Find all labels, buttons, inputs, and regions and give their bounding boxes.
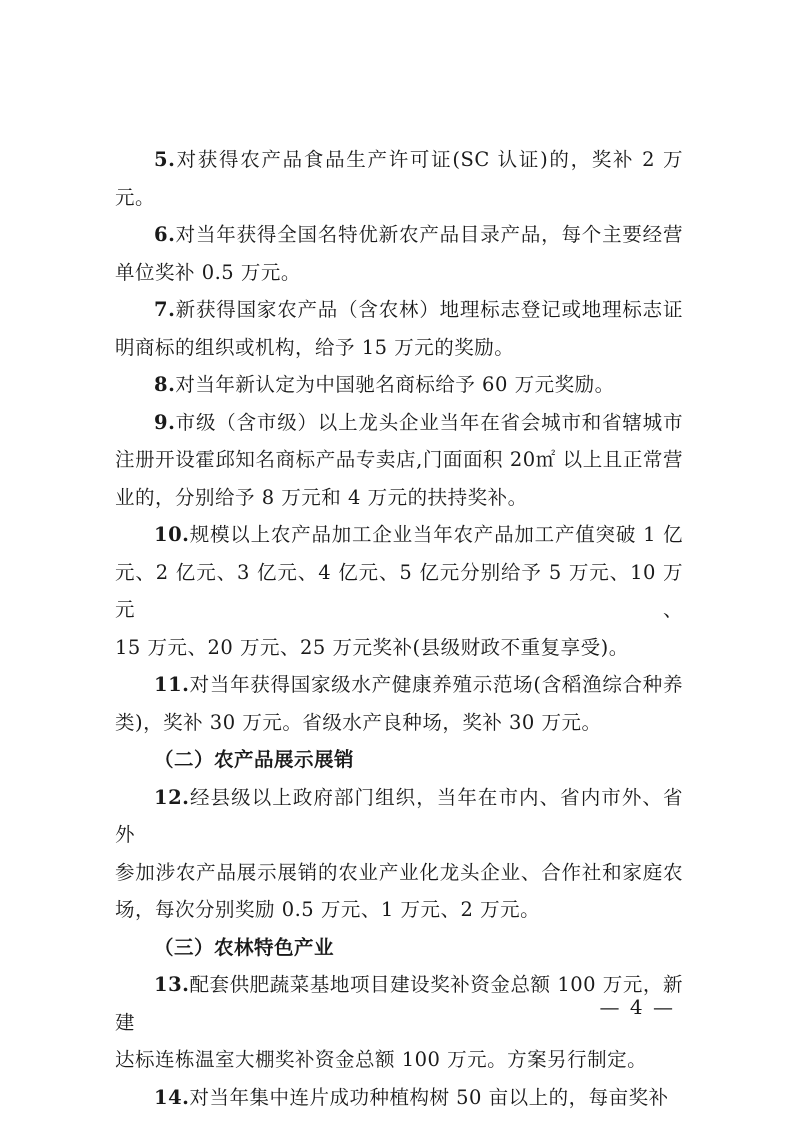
clause-number: 11. xyxy=(154,673,190,696)
section-heading: （二）农产品展示展销 xyxy=(154,748,355,771)
clause-paragraph xyxy=(115,516,683,554)
clause-number: 6. xyxy=(154,223,176,246)
clause-paragraph-continuation xyxy=(115,441,683,479)
clause-paragraph-continuation xyxy=(115,554,683,629)
clause-number: 10. xyxy=(154,523,190,546)
clause-text: 对当年集中连片成功种植构树 50 亩以上的，每亩奖补 xyxy=(189,1085,669,1109)
page-number: — 4 — xyxy=(599,995,675,1019)
clause-text: 单位奖补 0.5 万元。 xyxy=(115,260,301,284)
clause-text: 参加涉农产品展示展销的农业产业化龙头企业、合作社和家庭农 xyxy=(115,860,683,884)
section-heading: （三）农林特色产业 xyxy=(154,935,335,959)
clause-paragraph xyxy=(115,404,683,442)
clause-paragraph xyxy=(115,216,683,254)
clause-paragraph xyxy=(115,141,683,216)
clause-text: 注册开设霍邱知名商标产品专卖店,门面面积 20㎡ 以上且正常营 xyxy=(115,448,683,471)
clause-text: 明商标的组织或机构，给予 15 万元的奖励。 xyxy=(115,335,515,359)
clause-text: 对当年获得全国名特优新农产品目录产品，每个主要经营 xyxy=(175,223,683,246)
clause-paragraph-continuation xyxy=(115,854,683,892)
clause-text: 类)，奖补 30 万元。省级水产良种场，奖补 30 万元。 xyxy=(115,710,602,734)
clause-paragraph xyxy=(115,779,683,854)
clause-paragraph-continuation xyxy=(115,1041,683,1079)
clause-number: 13. xyxy=(154,973,190,996)
clause-text: 元、2 亿元、3 亿元、4 亿元、5 亿元分别给予 5 万元、10 万元、 xyxy=(115,560,683,621)
clause-number: 7. xyxy=(154,298,176,321)
clause-paragraph xyxy=(115,291,683,329)
clause-paragraph-continuation xyxy=(115,629,683,667)
clause-paragraph xyxy=(115,666,683,704)
clause-number: 5. xyxy=(154,148,176,171)
clause-text: 对当年获得国家级水产健康养殖示范场(含稻渔综合种养 xyxy=(189,673,683,696)
clause-paragraph xyxy=(115,366,683,404)
clause-text: 对获得农产品食品生产许可证(SC 认证)的，奖补 2 万元。 xyxy=(115,148,683,209)
clause-text: 配套供肥蔬菜基地项目建设奖补资金总额 100 万元，新建 xyxy=(115,973,683,1034)
clause-number: 9. xyxy=(154,410,176,434)
clause-text: 业的，分别给予 8 万元和 4 万元的扶持奖补。 xyxy=(115,485,528,509)
clause-text: 场，每次分别奖励 0.5 万元、1 万元、2 万元。 xyxy=(115,898,541,921)
clause-paragraph-continuation xyxy=(115,479,683,517)
clause-paragraph-continuation xyxy=(115,704,683,742)
clause-text: 市级（含市级）以上龙头企业当年在省会城市和省辖城市 xyxy=(175,410,683,434)
clause-text: 达标连栋温室大棚奖补资金总额 100 万元。方案另行制定。 xyxy=(115,1048,648,1071)
clause-text: 15 万元、20 万元、25 万元奖补(县级财政不重复享受)。 xyxy=(115,635,629,659)
clause-number: 8. xyxy=(154,373,176,396)
clause-number: 12. xyxy=(154,785,190,809)
clause-paragraph-continuation xyxy=(115,254,683,292)
clause-paragraph xyxy=(115,1079,683,1117)
clause-text: 经县级以上政府部门组织，当年在市内、省内市外、省外 xyxy=(115,785,683,846)
clause-number: 14. xyxy=(154,1085,190,1109)
clause-text: 新获得国家农产品（含农林）地理标志登记或地理标志证 xyxy=(175,298,683,321)
document-body xyxy=(115,141,683,1116)
clause-text: 规模以上农产品加工企业当年农产品加工产值突破 1 亿 xyxy=(189,523,683,546)
clause-text: 对当年新认定为中国驰名商标给予 60 万元奖励。 xyxy=(175,373,615,396)
clause-paragraph-continuation xyxy=(115,329,683,367)
clause-paragraph-continuation xyxy=(115,891,683,929)
